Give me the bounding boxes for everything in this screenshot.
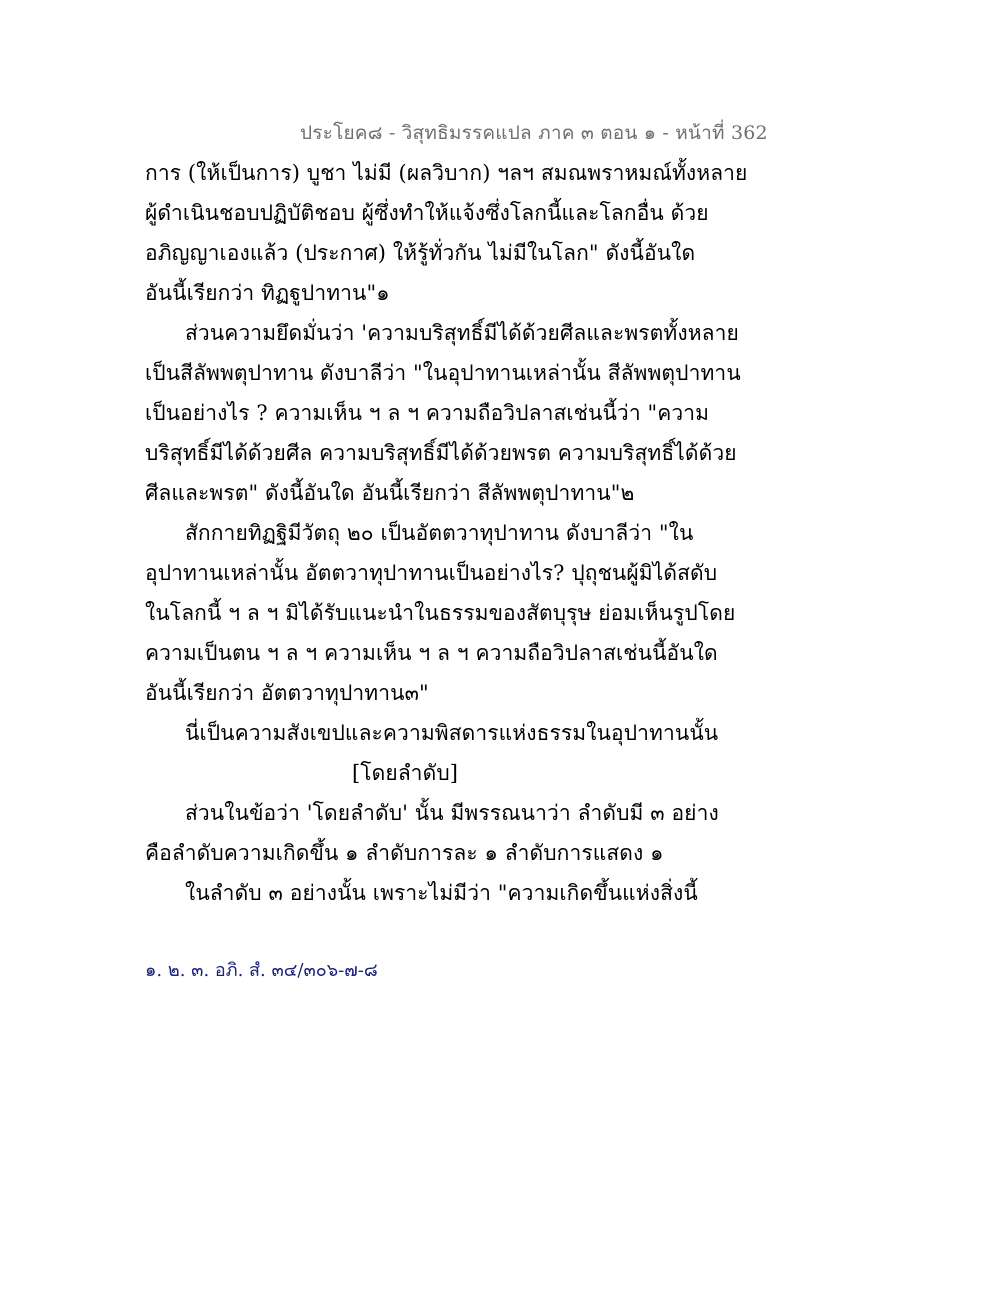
paragraph-first-line: นี่เป็นความสังเขปและความพิสดารแห่งธรรมในอุปาทานนั้น xyxy=(185,721,719,745)
paragraph-first-line: ส่วนในข้อว่า 'โดยลำดับ' นั้น มีพรรณนาว่า ลำดับมี ๓ อย่าง xyxy=(185,801,719,825)
text-line: เป็นสีลัพพตุปาทาน ดังบาลีว่า "ในอุปาทานเหล่านั้น สีลัพพตุปาทาน xyxy=(145,361,741,385)
paragraph-first-line: สักกายทิฏฐิมีวัตถุ ๒๐ เป็นอัตตวาทุปาทาน ดังบาลีว่า "ใน xyxy=(185,521,694,545)
text-line: ความเป็นตน ฯ ล ฯ ความเห็น ฯ ล ฯ ความถือวิปลาสเช่นนี้อันใด xyxy=(145,641,718,665)
text-line: อุปาทานเหล่านั้น อัตตวาทุปาทานเป็นอย่างไร? ปุถุชนผู้มิได้สดับ xyxy=(145,561,718,585)
running-header: ประโยค๘ - วิสุทธิมรรคแปล ภาค ๓ ตอน ๑ - หน้าที่ 362 xyxy=(300,122,768,144)
paragraph-first-line: ส่วนความยึดมั่นว่า 'ความบริสุทธิ์มีได้ด้วยศีลและพรตทั้งหลาย xyxy=(185,321,739,345)
text-line: คือลำดับความเกิดขึ้น ๑ ลำดับการละ ๑ ลำดับการแสดง ๑ xyxy=(145,841,664,865)
text-line: ผู้ดำเนินชอบปฏิบัติชอบ ผู้ซึ่งทำให้แจ้งซึ่งโลกนี้และโลกอื่น ด้วย xyxy=(145,201,709,225)
text-line: ศีลและพรต" ดังนี้อันใด อันนี้เรียกว่า สีลัพพตุปาทาน"๒ xyxy=(145,481,635,505)
text-line: บริสุทธิ์มีได้ด้วยศีล ความบริสุทธิ์มีได้ด้วยพรต ความบริสุทธิ์ได้ด้วย xyxy=(145,441,737,465)
text-line: เป็นอย่างไร ? ความเห็น ฯ ล ฯ ความถือวิปลาสเช่นนี้ว่า "ความ xyxy=(145,401,710,425)
text-line: อภิญญาเองแล้ว (ประกาศ) ให้รู้ทั่วกัน ไม่มีในโลก" ดังนี้อันใด xyxy=(145,241,696,265)
paragraph-first-line: ในลำดับ ๓ อย่างนั้น เพราะไม่มีว่า "ความเกิดขึ้นแห่งสิ่งนี้ xyxy=(185,881,698,905)
section-heading: [โดยลำดับ] xyxy=(352,761,459,785)
footnote: ๑. ๒. ๓. อภิ. สํ. ๓๔/๓๐๖-๗-๘ xyxy=(145,960,378,981)
text-line: ในโลกนี้ ฯ ล ฯ มิได้รับแนะนำในธรรมของสัตบุรุษ ย่อมเห็นรูปโดย xyxy=(145,601,736,625)
text-line: อันนี้เรียกว่า ทิฏฐูปาทาน"๑ xyxy=(145,281,390,305)
text-line: การ (ให้เป็นการ) บูชา ไม่มี (ผลวิบาก) ฯลฯ สมณพราหมณ์ทั้งหลาย xyxy=(145,161,748,185)
text-line: อันนี้เรียกว่า อัตตวาทุปาทาน๓" xyxy=(145,681,429,705)
